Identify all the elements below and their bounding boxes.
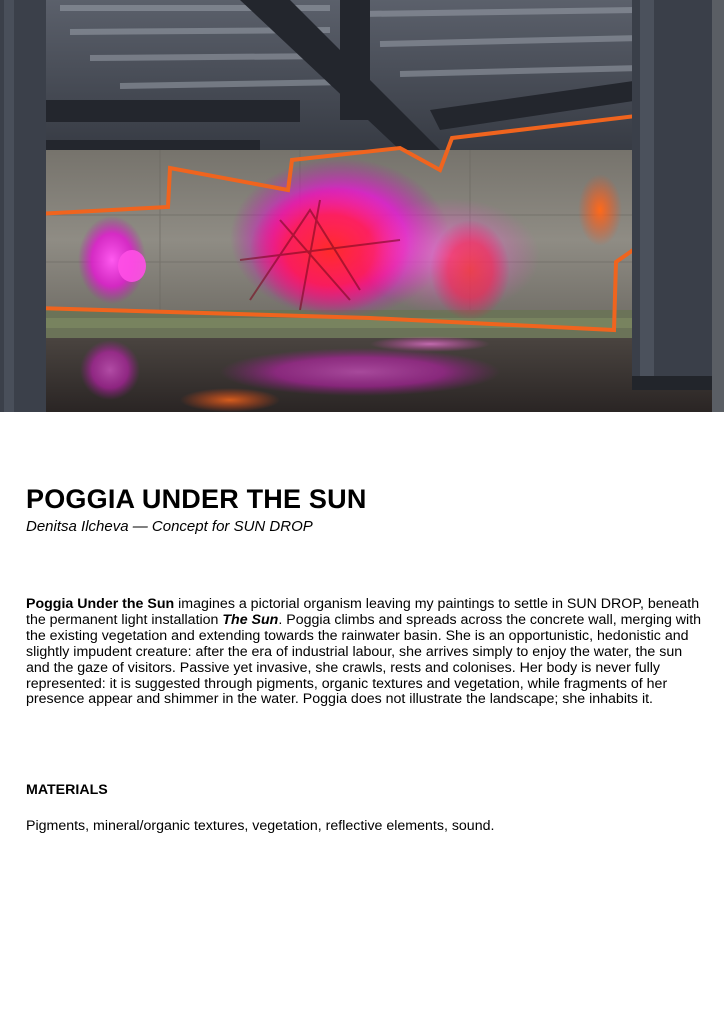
materials-heading: MATERIALS [26,782,108,798]
intro-paragraph [26,597,702,708]
hero-photo [0,0,724,412]
mural-scene-illustration [0,0,724,412]
page-subtitle: Denitsa Ilcheva — Concept for SUN DROP [26,518,313,535]
intro-text-part2: . Poggia climbs and spreads across the concrete wall, merging with the existing vegetation and extending towards the rainwater basin. She is an opportunistic, hedonistic and slightly impudent creature: after the era of industrial labour, she arrives simply to enjoy the water, the sun and the gaze of visitors. Passive yet invasive, she crawls, rests and colonises. Her body is never fully represented: it is suggested through pigments, organic textures and vegetation, while fragments of her presence appear and shimmer in the water. Poggia does not illustrate the landscape; she inhabits it. [26,611,702,708]
materials-text: Pigments, mineral/organic textures, vegetation, reﬂective elements, sound. [26,818,495,834]
page-title: POGGIA UNDER THE SUN [26,484,367,514]
intro-work-title: The Sun [222,611,279,628]
intro-text-part1: imagines a pictorial organism leaving my paintings to settle in SUN DROP, beneath the permanent light installation [26,596,700,628]
intro-lead: Poggia Under the Sun [26,596,175,612]
